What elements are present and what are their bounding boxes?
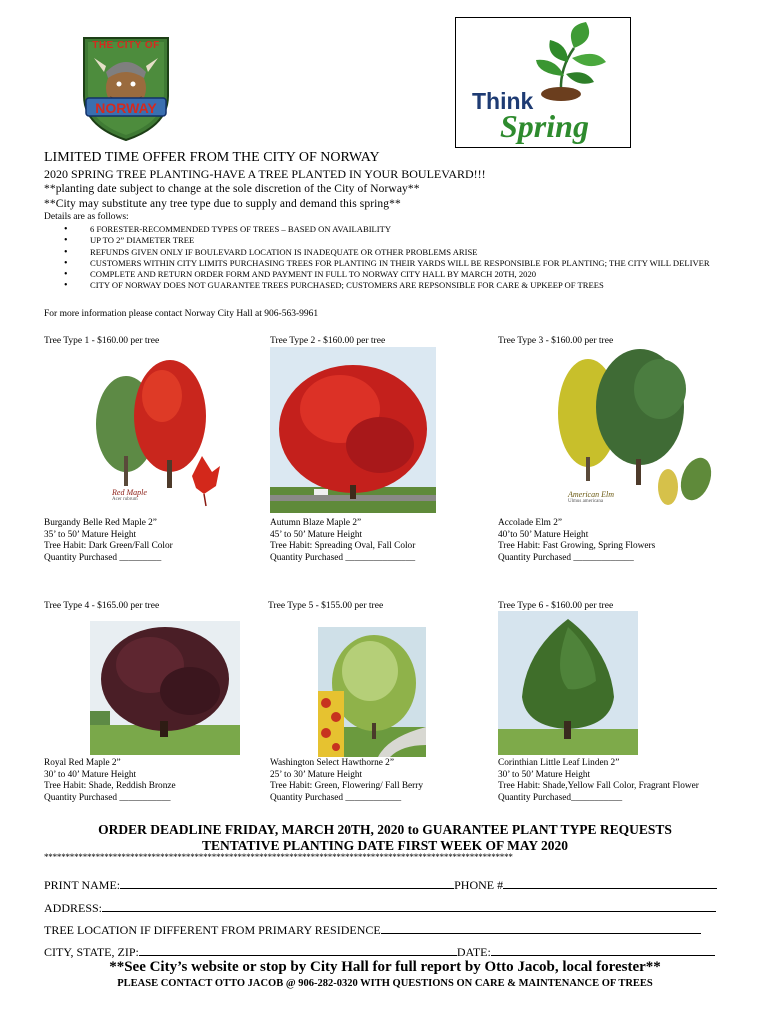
tree-location-label: TREE LOCATION IF DIFFERENT FROM PRIMARY RESIDENCE [44,923,381,937]
hawthorne-image [318,627,426,757]
spring-text: Spring [500,108,589,144]
planting-headline: 2020 SPRING TREE PLANTING-HAVE A TREE PLANTED IN YOUR BOULEVARD!!! [44,167,486,181]
tree-2-name: Autumn Blaze Maple 2” [270,518,362,528]
tree-4-height: 30’ to 40’ Mature Height [44,769,137,780]
tree-4-quantity[interactable]: Quantity Purchased ___________ [44,792,171,803]
tree-4-name: Royal Red Maple 2” [44,758,121,768]
address-row [44,900,734,915]
tree-1-name: Burgandy Belle Red Maple 2” [44,518,157,528]
tree-4-habit: Tree Habit: Shade, Reddish Bronze [44,781,176,792]
think-text: Think [472,88,534,114]
logo-text-top: THE CITY OF [92,40,160,51]
city-of-norway-logo [80,36,172,142]
tree-2-height: 45’ to 50’ Mature Height [270,529,363,540]
address-field[interactable] [102,900,716,912]
royal-red-maple-image [90,621,240,755]
date-field[interactable] [491,944,715,956]
red-maple-caption: Red Maple [112,488,147,497]
tree-5-details [270,758,423,804]
print-name-label: PRINT NAME: [44,878,121,892]
tree-1-habit: Tree Habit: Dark Green/Fall Color [44,541,173,552]
tree-2-quantity[interactable]: Quantity Purchased _______________ [270,552,416,563]
american-elm-caption: American Elm [568,490,614,499]
list-item: • COMPLETE AND RETURN ORDER FORM AND PAYMENT IN FULL TO NORWAY CITY HALL BY MARCH 20TH, 2020 [64,269,744,280]
tree-1-quantity[interactable]: Quantity Purchased _________ [44,552,162,563]
phone-field[interactable] [503,877,717,889]
tree-type-6-label: Tree Type 6 - $160.00 per tree [498,601,614,611]
footer-contact-note: PLEASE CONTACT OTTO JACOB @ 906-282-0320 WITH QUESTIONS ON CARE & MAINTENANCE OF TREES [117,978,653,989]
tree-3-details [498,518,655,564]
tree-5-habit: Tree Habit: Green, Flowering/ Fall Berry [270,781,424,792]
tree-4-details [44,758,176,804]
tree-type-5-label: Tree Type 5 - $155.00 per tree [268,601,384,611]
tree-3-height: 40’to 50’ Mature Height [498,529,589,540]
tree-type-2-label: Tree Type 2 - $160.00 per tree [270,336,386,346]
tree-3-name: Accolade Elm 2” [498,518,563,528]
tree-3-quantity[interactable]: Quantity Purchased _____________ [498,552,634,563]
list-item: • REFUNDS GIVEN ONLY IF BOULEVARD LOCATION IS INADEQUATE OR OTHER PROBLEMS ARISE [64,247,744,258]
city-date-row [44,944,734,959]
details-label: Details are as follows: [44,212,129,222]
tree-6-habit: Tree Habit: Shade,Yellow Fall Color, Fragrant Flower [498,781,699,792]
tree-1-details [44,518,173,564]
tree-5-height: 25’ to 30’ Mature Height [270,769,363,780]
tree-2-details [270,518,415,564]
tree-5-name: Washington Select Hawthorne 2” [270,758,394,768]
details-list [64,224,744,292]
substitution-note: **City may substitute any tree type due to supply and demand this spring** [44,198,401,210]
date-label: DATE: [456,945,491,959]
print-name-row [44,877,734,892]
planting-date-note: **planting date subject to change at the sole discretion of the City of Norway** [44,183,420,195]
tree-6-details [498,758,699,804]
star-divider: ************************************************************************************************************* [44,852,513,862]
tree-location-row [44,922,734,937]
tree-6-name: Corinthian Little Leaf Linden 2” [498,758,620,768]
tree-location-field[interactable] [381,922,701,934]
tree-type-4-label: Tree Type 4 - $165.00 per tree [44,601,160,611]
order-deadline: ORDER DEADLINE FRIDAY, MARCH 20TH, 2020 to GUARANTEE PLANT TYPE REQUESTS [98,822,672,837]
phone-label: PHONE # [454,878,504,892]
offer-title: LIMITED TIME OFFER FROM THE CITY OF NORWAY [44,150,380,165]
list-item: • CUSTOMERS WITHIN CITY LIMITS PURCHASING TREES FOR PLANTING IN THEIR YARDS WILL BE RESPONSIBLE FOR PLANTING; THE CITY WILL DELIVER [64,258,744,269]
tree-2-habit: Tree Habit: Spreading Oval, Fall Color [270,541,416,552]
tree-3-habit: Tree Habit: Fast Growing, Spring Flowers [498,541,656,552]
tree-6-height: 30’ to 50’ Mature Height [498,769,591,780]
list-item: • UP TO 2” DIAMETER TREE [64,235,744,246]
list-item: • CITY OF NORWAY DOES NOT GUARANTEE TREES PURCHASED; CUSTOMERS ARE REPSONSIBLE FOR CARE & UPKEEP OF TREES [64,280,744,291]
tree-6-quantity[interactable]: Quantity Purchased___________ [498,792,623,803]
logo-text-bottom: NORWAY [95,100,157,116]
address-label: ADDRESS: [44,901,103,915]
planting-date: TENTATIVE PLANTING DATE FIRST WEEK OF MAY 2020 [202,838,568,853]
city-state-zip-label: CITY, STATE, ZIP: [44,945,139,959]
tree-1-height: 35’ to 50’ Mature Height [44,529,137,540]
contact-line: For more information please contact Norway City Hall at 906-563-9961 [44,309,319,319]
tree-5-quantity[interactable]: Quantity Purchased ____________ [270,792,402,803]
autumn-blaze-image [270,347,436,513]
footer-report-note: **See City’s website or stop by City Hall for full report by Otto Jacob, local forester** [109,959,661,975]
print-name-field[interactable] [120,877,454,889]
american-elm-subcaption: Ulmus americana [568,499,604,504]
list-item: • 6 FORESTER-RECOMMENDED TYPES OF TREES – BASED ON AVAILABILITY [64,224,744,235]
linden-image [498,611,638,755]
red-maple-subcaption: Acer rubrum [112,497,138,502]
tree-type-1-label: Tree Type 1 - $160.00 per tree [44,336,160,346]
tree-type-3-label: Tree Type 3 - $160.00 per tree [498,336,614,346]
city-state-zip-field[interactable] [139,944,457,956]
